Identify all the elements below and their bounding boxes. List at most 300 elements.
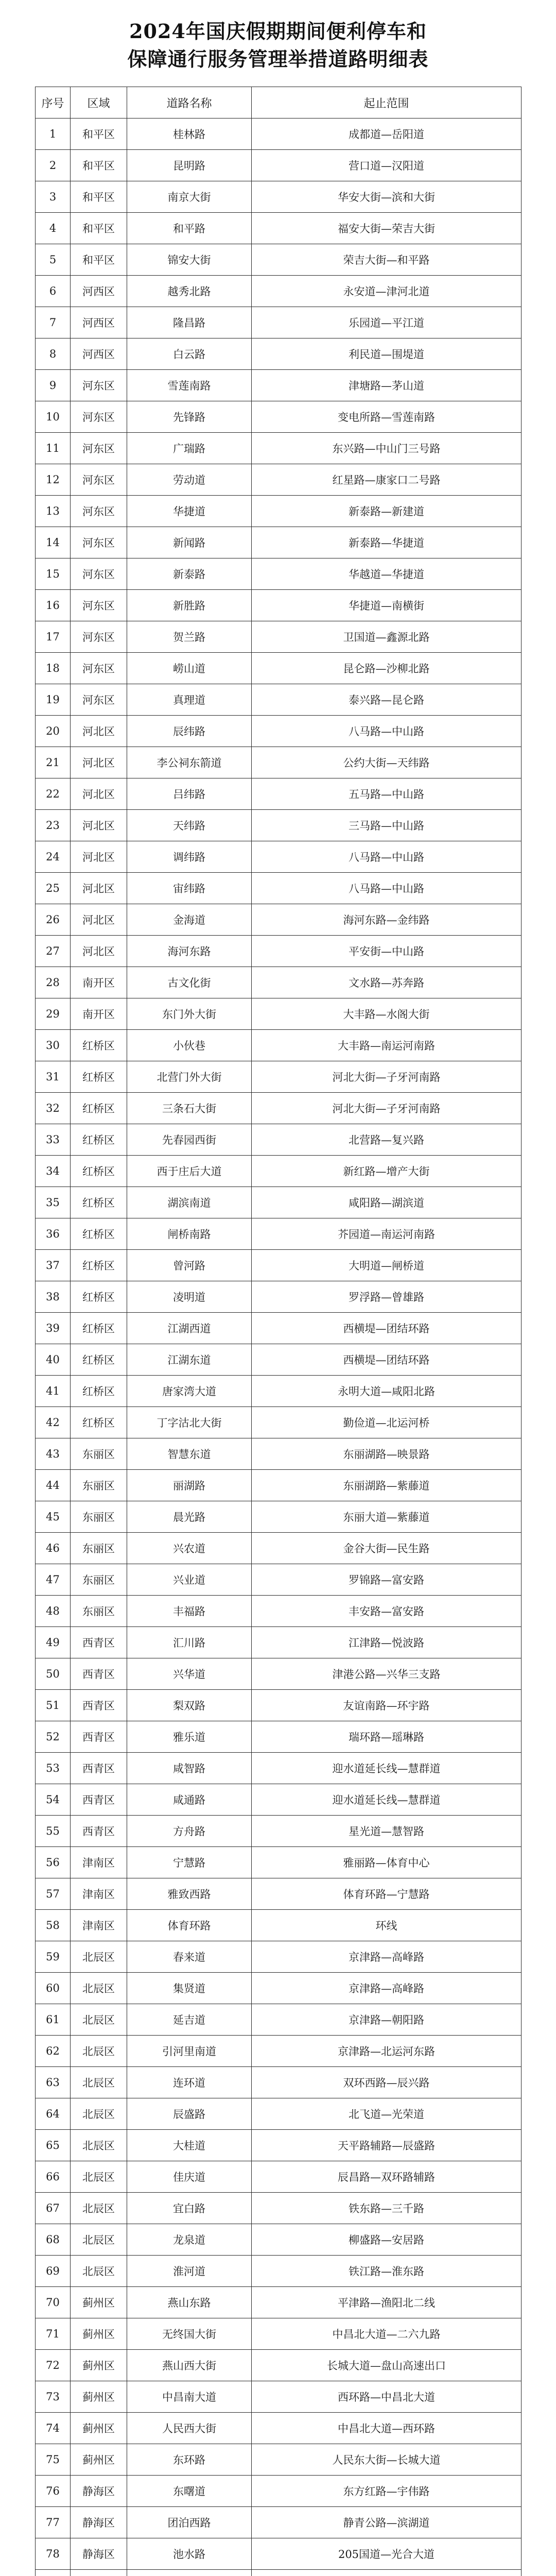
table-row (36, 1344, 522, 1376)
cell-index: 56 (36, 1847, 71, 1878)
cell-district: 南开区 (71, 967, 127, 998)
cell-road-name: 新胜路 (127, 590, 252, 621)
cell-range: 北飞道—光荣道 (252, 2098, 522, 2130)
cell-district: 河东区 (71, 558, 127, 590)
cell-index: 55 (36, 1816, 71, 1847)
table-row (36, 1438, 522, 1470)
cell-index: 78 (36, 2538, 71, 2570)
cell-range: 福安大街—荣吉大街 (252, 213, 522, 244)
cell-range: 西横堤—团结环路 (252, 1344, 522, 1376)
cell-range: 柳盛路—安居路 (252, 2224, 522, 2256)
cell-district: 河西区 (71, 338, 127, 370)
cell-range: 京津路—北运河东路 (252, 2036, 522, 2067)
cell-index: 17 (36, 621, 71, 653)
cell-road-name: 雅乐道 (127, 1721, 252, 1753)
cell-range: 成都道—岳阳道 (252, 118, 522, 150)
cell-index: 29 (36, 998, 71, 1030)
table-body (36, 118, 522, 2576)
cell-index: 51 (36, 1690, 71, 1721)
cell-road-name (127, 2570, 252, 2576)
cell-road-name: 兴农道 (127, 1533, 252, 1564)
cell-range: 雅丽路—体育中心 (252, 1847, 522, 1878)
cell-road-name: 兴华道 (127, 1658, 252, 1690)
cell-road-name: 海河东路 (127, 936, 252, 967)
cell-index: 41 (36, 1376, 71, 1407)
table-row (36, 464, 522, 496)
table-row (36, 1973, 522, 2004)
cell-range: 文水路—苏奔路 (252, 967, 522, 998)
cell-road-name: 雅致西路 (127, 1878, 252, 1910)
table-row (36, 2318, 522, 2350)
header-road-name: 道路名称 (127, 87, 252, 118)
cell-index: 39 (36, 1313, 71, 1344)
cell-road-name: 新泰路 (127, 558, 252, 590)
cell-road-name: 小伙巷 (127, 1030, 252, 1061)
cell-district: 河东区 (71, 401, 127, 433)
cell-range: 人民东大街—长城大道 (252, 2444, 522, 2476)
cell-index: 35 (36, 1187, 71, 1218)
cell-road-name: 大桂道 (127, 2130, 252, 2161)
cell-road-name: 集贤道 (127, 1973, 252, 2004)
cell-range: 红星路—康家口二号路 (252, 464, 522, 496)
cell-district: 东丽区 (71, 1533, 127, 1564)
cell-range: 京津路—高峰路 (252, 1973, 522, 2004)
cell-district: 北辰区 (71, 1973, 127, 2004)
cell-road-name: 晨光路 (127, 1501, 252, 1533)
cell-district: 河北区 (71, 904, 127, 936)
cell-road-name: 古文化街 (127, 967, 252, 998)
cell-range: 江津路—悦波路 (252, 1627, 522, 1658)
cell-index: 6 (36, 276, 71, 307)
cell-road-name: 池水路 (127, 2538, 252, 2570)
cell-district: 红桥区 (71, 1030, 127, 1061)
cell-range: 友谊南路—环宇路 (252, 1690, 522, 1721)
cell-road-name: 无终国大街 (127, 2318, 252, 2350)
table-row (36, 433, 522, 464)
cell-district: 和平区 (71, 118, 127, 150)
cell-district: 西青区 (71, 1816, 127, 1847)
cell-district: 河西区 (71, 307, 127, 338)
cell-district: 北辰区 (71, 2067, 127, 2098)
cell-district: 红桥区 (71, 1187, 127, 1218)
cell-index: 47 (36, 1564, 71, 1596)
cell-road-name: 劳动道 (127, 464, 252, 496)
cell-district: 河北区 (71, 716, 127, 747)
header-district: 区域 (71, 87, 127, 118)
cell-district: 蓟州区 (71, 2318, 127, 2350)
table-row (36, 1407, 522, 1438)
cell-district: 津南区 (71, 1878, 127, 1910)
cell-range: 天平路辅路—辰盛路 (252, 2130, 522, 2161)
cell-index: 67 (36, 2193, 71, 2224)
table-row (36, 2004, 522, 2036)
cell-index: 77 (36, 2507, 71, 2538)
cell-range: 利民道—围堤道 (252, 338, 522, 370)
cell-district: 红桥区 (71, 1061, 127, 1093)
cell-district: 津南区 (71, 1910, 127, 1941)
cell-index: 65 (36, 2130, 71, 2161)
cell-road-name: 燕山西大街 (127, 2350, 252, 2381)
table-row (36, 1878, 522, 1910)
table-row (36, 1218, 522, 1250)
cell-district: 河北区 (71, 747, 127, 778)
title-line-2: 保障通行服务管理举措道路明细表 (127, 47, 429, 71)
cell-index: 34 (36, 1156, 71, 1187)
cell-road-name: 汇川路 (127, 1627, 252, 1658)
cell-index: 20 (36, 716, 71, 747)
cell-index: 23 (36, 810, 71, 841)
cell-range: 津塘路—茅山道 (252, 370, 522, 401)
table-row (36, 998, 522, 1030)
cell-range: 平津路—渔阳北二线 (252, 2287, 522, 2318)
table-row (36, 401, 522, 433)
cell-index: 16 (36, 590, 71, 621)
cell-road-name: 连环道 (127, 2067, 252, 2098)
cell-range: 昆仑路—沙柳北路 (252, 653, 522, 684)
table-row (36, 1941, 522, 1973)
table-row (36, 873, 522, 904)
cell-road-name: 调纬路 (127, 841, 252, 873)
cell-road-name: 西于庄后大道 (127, 1156, 252, 1187)
cell-index: 60 (36, 1973, 71, 2004)
table-row (36, 967, 522, 998)
cell-range: 河北大街—子牙河南路 (252, 1061, 522, 1093)
table-row (36, 1847, 522, 1878)
cell-district: 红桥区 (71, 1376, 127, 1407)
cell-range: 华越道—华捷道 (252, 558, 522, 590)
cell-index: 63 (36, 2067, 71, 2098)
cell-index: 8 (36, 338, 71, 370)
cell-index: 9 (36, 370, 71, 401)
cell-range: 荣吉大街—和平路 (252, 244, 522, 276)
cell-road-name: 和平路 (127, 213, 252, 244)
table-row (36, 2287, 522, 2318)
cell-index: 14 (36, 527, 71, 558)
cell-road-name: 先春园西街 (127, 1124, 252, 1156)
table-row (36, 496, 522, 527)
cell-road-name: 佳庆道 (127, 2161, 252, 2193)
cell-district: 东丽区 (71, 1596, 127, 1627)
cell-range: 华捷道—南横街 (252, 590, 522, 621)
table-row (36, 621, 522, 653)
table-row (36, 2193, 522, 2224)
table-row (36, 1721, 522, 1753)
cell-district: 南开区 (71, 998, 127, 1030)
table-row (36, 118, 522, 150)
cell-range: 京津路—高峰路 (252, 1941, 522, 1973)
cell-index: 50 (36, 1658, 71, 1690)
table-row (36, 2476, 522, 2507)
cell-road-name: 咸通路 (127, 1784, 252, 1816)
cell-range: 铁江路—淮东路 (252, 2256, 522, 2287)
cell-range: 咸阳路—湖滨道 (252, 1187, 522, 1218)
cell-road-name: 宙纬路 (127, 873, 252, 904)
cell-index: 72 (36, 2350, 71, 2381)
table-row (36, 558, 522, 590)
cell-road-name: 丁字沽北大街 (127, 1407, 252, 1438)
table-row (36, 1250, 522, 1281)
cell-index: 27 (36, 936, 71, 967)
cell-index: 40 (36, 1344, 71, 1376)
cell-index: 69 (36, 2256, 71, 2287)
cell-index: 62 (36, 2036, 71, 2067)
cell-road-name: 锦安大街 (127, 244, 252, 276)
table-row (36, 2256, 522, 2287)
cell-range: 东方红路—宇伟路 (252, 2476, 522, 2507)
cell-range: 北营路—复兴路 (252, 1124, 522, 1156)
cell-index: 45 (36, 1501, 71, 1533)
cell-index: 53 (36, 1753, 71, 1784)
cell-district: 红桥区 (71, 1313, 127, 1344)
cell-district: 北辰区 (71, 2193, 127, 2224)
cell-road-name: 兴业道 (127, 1564, 252, 1596)
cell-district: 和平区 (71, 244, 127, 276)
cell-road-name: 延吉道 (127, 2004, 252, 2036)
cell-index: 44 (36, 1470, 71, 1501)
cell-road-name: 丰福路 (127, 1596, 252, 1627)
cell-index: 7 (36, 307, 71, 338)
cell-range: 公约大街—天纬路 (252, 747, 522, 778)
cell-range: 西横堤—团结环路 (252, 1313, 522, 1344)
cell-index: 13 (36, 496, 71, 527)
cell-range: 大丰路—南运河南路 (252, 1030, 522, 1061)
cell-road-name: 宜白路 (127, 2193, 252, 2224)
table-row (36, 2538, 522, 2570)
cell-index: 4 (36, 213, 71, 244)
table-row (36, 1061, 522, 1093)
cell-district: 蓟州区 (71, 2413, 127, 2444)
cell-index: 30 (36, 1030, 71, 1061)
cell-index: 15 (36, 558, 71, 590)
cell-index: 24 (36, 841, 71, 873)
table-row (36, 1533, 522, 1564)
cell-district: 西青区 (71, 1690, 127, 1721)
table-row (36, 2036, 522, 2067)
cell-index: 54 (36, 1784, 71, 1816)
cell-district: 北辰区 (71, 2224, 127, 2256)
cell-index: 11 (36, 433, 71, 464)
cell-index: 10 (36, 401, 71, 433)
cell-road-name: 真理道 (127, 684, 252, 716)
title-line-1: 2024年国庆假期期间便利停车和 (129, 20, 427, 43)
cell-road-name: 湖滨南道 (127, 1187, 252, 1218)
cell-district: 蓟州区 (71, 2444, 127, 2476)
cell-road-name: 天纬路 (127, 810, 252, 841)
cell-index: 22 (36, 778, 71, 810)
table-row (36, 1690, 522, 1721)
document-title (0, 18, 556, 73)
cell-road-name: 引河里南道 (127, 2036, 252, 2067)
cell-district: 西青区 (71, 1784, 127, 1816)
cell-district: 蓟州区 (71, 2381, 127, 2413)
cell-index: 71 (36, 2318, 71, 2350)
table-row (36, 181, 522, 213)
table-row (36, 904, 522, 936)
cell-index: 12 (36, 464, 71, 496)
cell-index: 18 (36, 653, 71, 684)
cell-district: 北辰区 (71, 2161, 127, 2193)
cell-range: 泰兴路—昆仑路 (252, 684, 522, 716)
cell-district: 蓟州区 (71, 2350, 127, 2381)
table-header-row (36, 87, 522, 118)
table-row (36, 1187, 522, 1218)
cell-range: 迎水道延长线—慧群道 (252, 1784, 522, 1816)
cell-road-name: 南京大街 (127, 181, 252, 213)
cell-road-name: 闸桥南路 (127, 1218, 252, 1250)
road-detail-table (35, 87, 522, 2576)
cell-road-name: 春来道 (127, 1941, 252, 1973)
table-row (36, 307, 522, 338)
cell-road-name: 燕山东路 (127, 2287, 252, 2318)
cell-range: 大明道—闸桥道 (252, 1250, 522, 1281)
cell-road-name: 曾河路 (127, 1250, 252, 1281)
table-row (36, 1093, 522, 1124)
cell-district: 红桥区 (71, 1281, 127, 1313)
cell-index: 70 (36, 2287, 71, 2318)
cell-district: 红桥区 (71, 1156, 127, 1187)
cell-road-name: 团泊西路 (127, 2507, 252, 2538)
cell-index: 74 (36, 2413, 71, 2444)
cell-index: 76 (36, 2476, 71, 2507)
cell-range: 双环西路—辰兴路 (252, 2067, 522, 2098)
table-row (36, 2130, 522, 2161)
table-row (36, 936, 522, 967)
cell-index: 42 (36, 1407, 71, 1438)
cell-range: 罗浮路—曾雄路 (252, 1281, 522, 1313)
cell-index: 33 (36, 1124, 71, 1156)
table-row (36, 338, 522, 370)
cell-range: 河北大街—子牙河南路 (252, 1093, 522, 1124)
table-row (36, 2350, 522, 2381)
table-row (36, 150, 522, 181)
table-row (36, 2413, 522, 2444)
cell-range: 中昌北大道—二六九路 (252, 2318, 522, 2350)
cell-index: 48 (36, 1596, 71, 1627)
cell-district: 西青区 (71, 1658, 127, 1690)
table-row (36, 2161, 522, 2193)
cell-range: 五马路—中山路 (252, 778, 522, 810)
cell-range: 辰昌路—双环路辅路 (252, 2161, 522, 2193)
cell-index: 64 (36, 2098, 71, 2130)
cell-district: 河北区 (71, 810, 127, 841)
cell-index: 3 (36, 181, 71, 213)
table-row (36, 1470, 522, 1501)
cell-district: 北辰区 (71, 2036, 127, 2067)
cell-index: 5 (36, 244, 71, 276)
cell-road-name: 越秀北路 (127, 276, 252, 307)
cell-range: 丰安路—富安路 (252, 1596, 522, 1627)
cell-district: 河东区 (71, 621, 127, 653)
table-row (36, 2224, 522, 2256)
cell-index: 19 (36, 684, 71, 716)
cell-index: 66 (36, 2161, 71, 2193)
cell-index: 58 (36, 1910, 71, 1941)
cell-district: 北辰区 (71, 2130, 127, 2161)
table-row (36, 2570, 522, 2576)
cell-road-name: 金海道 (127, 904, 252, 936)
cell-road-name: 淮河道 (127, 2256, 252, 2287)
cell-index: 49 (36, 1627, 71, 1658)
cell-district: 河东区 (71, 684, 127, 716)
cell-index: 61 (36, 2004, 71, 2036)
table-row (36, 2098, 522, 2130)
cell-district: 东丽区 (71, 1470, 127, 1501)
cell-range: 新红路—增产大街 (252, 1156, 522, 1187)
cell-district: 北辰区 (71, 2004, 127, 2036)
cell-road-name: 先锋路 (127, 401, 252, 433)
cell-district: 河北区 (71, 873, 127, 904)
cell-district: 河东区 (71, 433, 127, 464)
cell-district: 和平区 (71, 150, 127, 181)
cell-road-name: 东环路 (127, 2444, 252, 2476)
cell-range: 乐园道—平江道 (252, 307, 522, 338)
cell-range: 体育环路—宁慧路 (252, 1878, 522, 1910)
cell-district: 东丽区 (71, 1564, 127, 1596)
table-row (36, 1564, 522, 1596)
cell-district: 红桥区 (71, 1124, 127, 1156)
cell-road-name: 三条石大街 (127, 1093, 252, 1124)
cell-index (36, 2570, 71, 2576)
table-row (36, 653, 522, 684)
cell-district: 西青区 (71, 1753, 127, 1784)
cell-district: 西青区 (71, 1627, 127, 1658)
cell-district: 河西区 (71, 276, 127, 307)
cell-district: 红桥区 (71, 1250, 127, 1281)
cell-district: 和平区 (71, 181, 127, 213)
cell-index: 43 (36, 1438, 71, 1470)
cell-road-name: 北营门外大街 (127, 1061, 252, 1093)
header-range: 起止范围 (252, 87, 522, 118)
cell-road-name: 崂山道 (127, 653, 252, 684)
table-row (36, 778, 522, 810)
cell-index: 52 (36, 1721, 71, 1753)
cell-district: 西青区 (71, 1721, 127, 1753)
cell-range: 变电所路—雪莲南路 (252, 401, 522, 433)
cell-road-name: 江湖东道 (127, 1344, 252, 1376)
cell-road-name: 雪莲南路 (127, 370, 252, 401)
table-row (36, 747, 522, 778)
table-row (36, 1596, 522, 1627)
table-row (36, 370, 522, 401)
cell-district (71, 2570, 127, 2576)
cell-index: 59 (36, 1941, 71, 1973)
cell-range: 芥园道—南运河南路 (252, 1218, 522, 1250)
cell-range: 华安大街—滨和大街 (252, 181, 522, 213)
cell-range: 东兴路—中山门三号路 (252, 433, 522, 464)
table-row (36, 1376, 522, 1407)
table-row (36, 1124, 522, 1156)
cell-index: 28 (36, 967, 71, 998)
cell-road-name: 桂林路 (127, 118, 252, 150)
table-row (36, 1910, 522, 1941)
cell-range: 东丽大道—紫藤道 (252, 1501, 522, 1533)
cell-district: 津南区 (71, 1847, 127, 1878)
table-row (36, 1753, 522, 1784)
cell-road-name: 东门外大街 (127, 998, 252, 1030)
cell-district: 红桥区 (71, 1407, 127, 1438)
cell-index: 31 (36, 1061, 71, 1093)
cell-district: 河东区 (71, 653, 127, 684)
table-row (36, 2444, 522, 2476)
table-row (36, 684, 522, 716)
table-row (36, 590, 522, 621)
cell-range: 铁东路—三千路 (252, 2193, 522, 2224)
cell-index: 26 (36, 904, 71, 936)
cell-range: 八马路—中山路 (252, 873, 522, 904)
cell-index: 38 (36, 1281, 71, 1313)
table-row (36, 1816, 522, 1847)
table-row (36, 1501, 522, 1533)
